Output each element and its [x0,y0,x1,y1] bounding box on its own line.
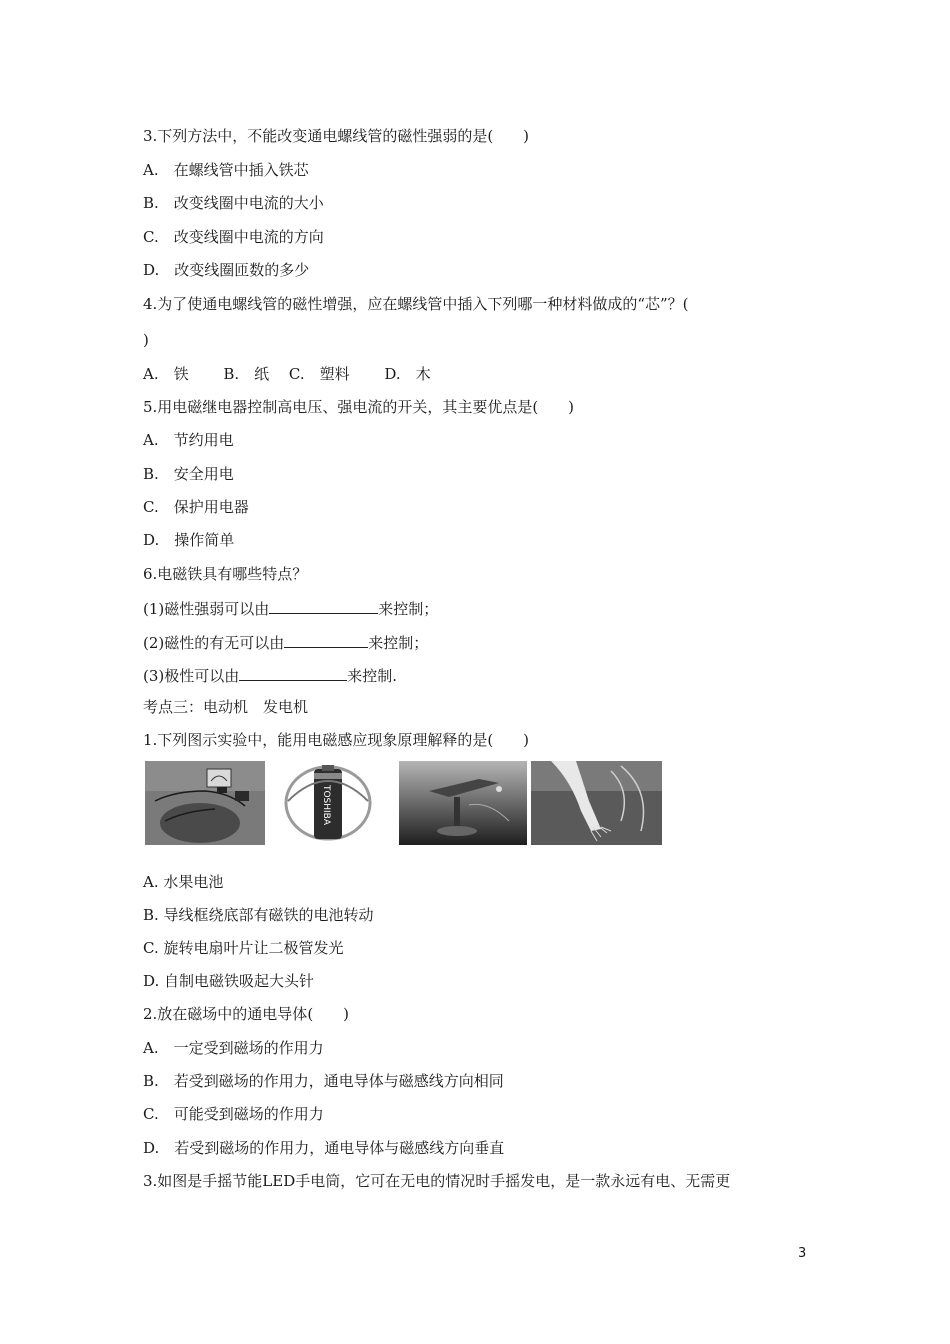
s3q2-option-c: C. 可能受到磁场的作用力 [143,1105,324,1123]
s3q2-option-d: D. 若受到磁场的作用力，通电导体与磁感线方向垂直 [143,1139,505,1157]
q6-part-2-pre: (2)磁性的有无可以由 [143,634,285,652]
q6-blank-1[interactable] [269,597,378,614]
q3-option-d: D. 改变线圈匝数的多少 [143,261,310,279]
q6-blank-2[interactable] [284,631,368,648]
s3q1-option-c: C. 旋转电扇叶片让二极管发光 [143,939,344,957]
s3q2-option-a: A. 一定受到磁场的作用力 [143,1039,324,1057]
q6-part-3 [143,664,397,686]
q6-part-1 [143,597,438,619]
s3q3-stem: 3.如图是手摇节能LED手电筒，它可在无电的情况时手摇发电，是一款永远有电、无需更 [143,1172,731,1190]
q3-option-a: A. 在螺线管中插入铁芯 [143,161,309,179]
q6-part-2 [143,631,428,653]
q3-option-b: B. 改变线圈中电流的大小 [143,194,324,212]
q6-part-2-post: 来控制； [368,634,429,652]
q5-option-c: C. 保护用电器 [143,498,249,516]
fan-led-photo [399,761,527,845]
fruit-battery-photo [145,761,265,845]
s3q2-option-b: B. 若受到磁场的作用力，通电导体与磁感线方向相同 [143,1072,504,1090]
q4-options: A. 铁 B. 纸 C. 塑料 D. 木 [143,365,431,383]
q5-option-b: B. 安全用电 [143,465,234,483]
s3q1-option-a: A. 水果电池 [143,873,224,891]
page-number: 3 [798,1246,807,1261]
s3q1-option-b: B. 导线框绕底部有磁铁的电池转动 [143,906,374,924]
s3q1-stem: 1.下列图示实验中，能用电磁感应现象原理解释的是( ) [143,731,530,749]
battery-wire-photo [278,761,378,845]
battery-label: TOSHIBA [321,784,331,826]
q6-part-3-post: 来控制. [347,667,398,685]
q3-option-c: C. 改变线圈中电流的方向 [143,228,324,246]
s3q2-stem: 2.放在磁场中的通电导体( ) [143,1005,350,1023]
q5-option-a: A. 节约用电 [143,431,234,449]
q5-option-d: D. 操作简单 [143,531,235,549]
q6-part-1-post: 来控制； [378,600,439,618]
q4-stem-end: ) [143,331,149,349]
s3q1-option-d: D. 自制电磁铁吸起大头针 [143,972,315,990]
electromagnet-pins-photo [531,761,662,845]
q6-part-3-pre: (3)极性可以由 [143,667,240,685]
section-heading: 考点三：电动机 发电机 [143,698,309,716]
q6-part-1-pre: (1)磁性强弱可以由 [143,600,270,618]
q4-stem: 4.为了使通电螺线管的磁性增强，应在螺线管中插入下列哪一种材料做成的“芯”？( [143,295,689,313]
q6-stem: 6.电磁铁具有哪些特点？ [143,565,308,583]
q3-stem: 3.下列方法中，不能改变通电螺线管的磁性强弱的是( ) [143,127,530,145]
q5-stem: 5.用电磁继电器控制高电压、强电流的开关，其主要优点是( ) [143,398,575,416]
q6-blank-3[interactable] [239,664,347,681]
